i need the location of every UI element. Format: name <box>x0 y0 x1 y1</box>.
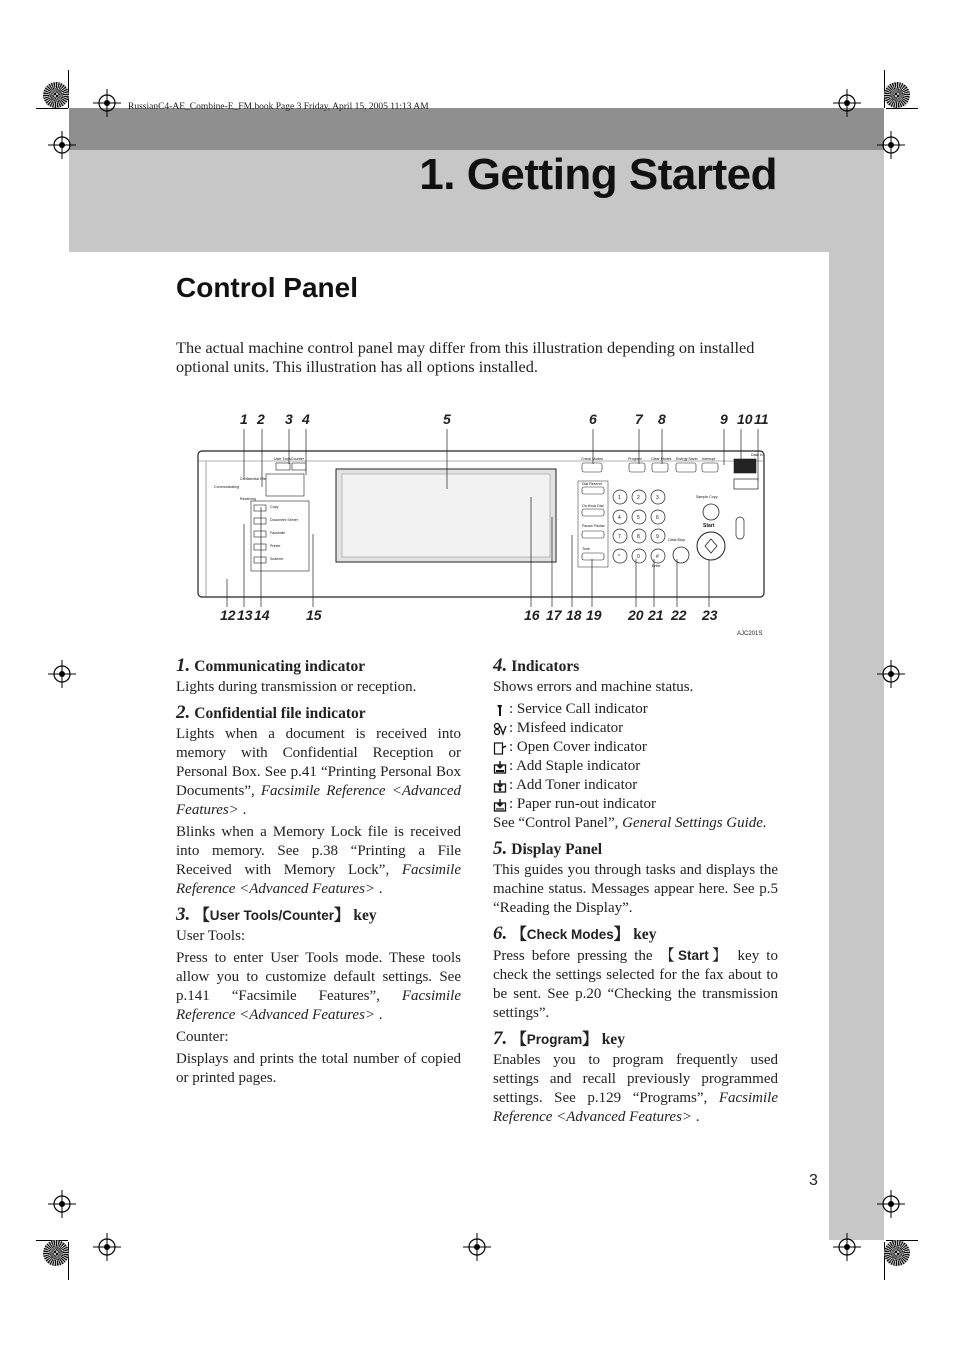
callout-18: 18 <box>566 607 582 623</box>
key-2: 2 <box>637 495 640 501</box>
callout-4: 4 <box>302 411 310 427</box>
data-in-label: Data In <box>751 453 763 457</box>
user-tools-label: User Tools <box>274 457 291 461</box>
check-modes-label: Check Modes <box>581 457 603 461</box>
indicator-add-staple: : Add Staple indicator <box>493 757 778 776</box>
mode-facsimile-label: Facsimile <box>270 531 286 535</box>
item-3-user-tools-text: Press to enter User Tools mode. These tools allow you to customize default settings. See p.141 “Facsimile Features”, Facsimile Reference <Advanced Features> . <box>176 950 461 1023</box>
open-cover-icon <box>493 741 507 755</box>
comm-label: Communicating <box>214 485 239 489</box>
color-rosette-icon <box>43 1240 69 1266</box>
callout-15: 15 <box>306 607 322 623</box>
mode-printer-label: Printer <box>270 544 281 548</box>
section-title: Control Panel <box>176 272 359 303</box>
color-rosette-icon <box>43 82 69 108</box>
confidential-label: Confidential File <box>240 477 266 481</box>
mode-document-server-label: Document Server <box>270 518 298 522</box>
figure-code: AJC201S <box>737 631 763 637</box>
callout-16: 16 <box>524 607 540 623</box>
registration-mark-icon <box>48 660 76 688</box>
item-7-heading: 7. 【Program】 key <box>493 1028 625 1049</box>
item-3-counter-text: Displays and prints the total number of copied or printed pages. <box>176 1051 461 1086</box>
mode-scanner-label: Scanner <box>270 557 284 561</box>
callout-8: 8 <box>658 411 666 427</box>
color-rosette-icon <box>884 82 910 108</box>
interrupt-label: Interrupt <box>702 457 716 461</box>
key-star: * <box>618 554 620 560</box>
callout-19: 19 <box>586 607 602 623</box>
callout-21: 21 <box>648 607 664 623</box>
registration-mark-icon <box>463 1233 491 1261</box>
start-label: Start <box>703 523 715 529</box>
item-3-counter-label: Counter: <box>176 1029 229 1045</box>
callout-5: 5 <box>443 411 451 427</box>
thumb-tab-band <box>829 250 884 1240</box>
registration-mark-icon <box>833 89 861 117</box>
indicator-open-cover: : Open Cover indicator <box>493 738 778 757</box>
callout-9: 9 <box>720 411 728 427</box>
on-hook-label: On Hook Dial <box>582 504 604 508</box>
paper-run-out-icon <box>493 798 507 812</box>
service-call-icon <box>493 703 507 717</box>
enter-label: Enter <box>652 564 661 568</box>
registration-mark-icon <box>877 1190 905 1218</box>
tone-label: Tone <box>582 547 590 551</box>
clear-modes-label: Clear Modes <box>651 457 672 461</box>
callout-3: 3 <box>285 411 293 427</box>
key-0: 0 <box>637 554 640 560</box>
receiving-label: Receiving <box>240 497 256 501</box>
page-number: 3 <box>809 1172 818 1189</box>
registration-mark-icon <box>877 660 905 688</box>
item-1-text: Lights during transmission or reception. <box>176 679 417 695</box>
key-4: 4 <box>618 515 621 521</box>
item-3-user-tools-label: User Tools: <box>176 928 246 944</box>
key-7: 7 <box>618 534 621 540</box>
callout-12: 12 <box>220 607 236 623</box>
item-2-heading: 2. Confidential file indicator <box>176 702 366 723</box>
indicator-paper-run-out: : Paper run-out indicator <box>493 795 778 814</box>
control-panel-illustration <box>196 407 774 647</box>
pause-label: Pause/ Redial <box>582 524 605 528</box>
callout-13: 13 <box>237 607 253 623</box>
key-6: 6 <box>656 515 659 521</box>
callout-2: 2 <box>257 411 265 427</box>
callout-10: 10 <box>737 411 753 427</box>
item-5-heading: 5. Display Panel <box>493 838 603 859</box>
item-3-heading: 3. 【User Tools/Counter】 key <box>176 904 377 925</box>
clear-stop-label: Clear/Stop <box>668 538 685 542</box>
color-rosette-icon <box>884 1240 910 1266</box>
key-1: 1 <box>618 495 621 501</box>
sample-copy-label: Sample Copy <box>696 495 718 499</box>
item-2-text-2: Blinks when a Memory Lock file is received into memory. See p.38 “Printing a File Received with Memory Lock”, Facsimile Reference <Advanced Features> . <box>176 824 461 897</box>
callout-17: 17 <box>546 607 562 623</box>
add-staple-icon <box>493 760 507 774</box>
intro-paragraph: The actual machine control panel may differ from this illustration depending on installed optional units. This illustration has all options installed. <box>176 338 755 376</box>
callout-7: 7 <box>635 411 643 427</box>
callout-14: 14 <box>254 607 270 623</box>
header-dark-strip <box>69 108 884 150</box>
program-label: Program <box>628 457 642 461</box>
key-5: 5 <box>637 515 640 521</box>
panel-text-labels <box>196 407 774 647</box>
key-8: 8 <box>637 534 640 540</box>
counter-label: Counter <box>291 457 304 461</box>
energy-saver-label: Energy Saver <box>676 457 698 461</box>
callout-20: 20 <box>628 607 644 623</box>
registration-mark-icon <box>48 1190 76 1218</box>
item-6-text: Press before pressing the 【Start】 key to check the settings selected for the fax about to be sent. See p.20 “Checking the transmission settings”. <box>493 948 778 1021</box>
callout-6: 6 <box>589 411 597 427</box>
item-4-intro: Shows errors and machine status. <box>493 679 694 695</box>
key-hash: # <box>656 554 659 560</box>
indicator-add-toner: : Add Toner indicator <box>493 776 778 795</box>
left-column <box>176 650 461 1091</box>
indicator-misfeed: : Misfeed indicator <box>493 719 778 738</box>
callout-22: 22 <box>671 607 687 623</box>
item-6-heading: 6. 【Check Modes】 key <box>493 923 657 944</box>
file-stamp: RussianC4-AE_Combine-E_FM.book Page 3 Friday, April 15, 2005 11:13 AM <box>128 102 429 112</box>
callout-23: 23 <box>702 607 718 623</box>
item-1-heading: 1. Communicating indicator <box>176 655 366 676</box>
registration-mark-icon <box>93 89 121 117</box>
item-2-text-1: Lights when a document is received into memory with Confidential Reception or Personal Box. See p.41 “Printing Personal Box Documents”, Facsimile Reference <Advanced Features> . <box>176 726 462 818</box>
key-3: 3 <box>656 495 659 501</box>
indicator-service-call: : Service Call indicator <box>493 700 778 719</box>
item-7-text: Enables you to program frequently used settings and recall previously programmed settings. See p.129 “Programs”, Facsimile Reference <Advanced Features> . <box>493 1052 778 1125</box>
key-9: 9 <box>656 534 659 540</box>
add-toner-icon <box>493 779 507 793</box>
registration-mark-icon <box>833 1233 861 1261</box>
item-5-text: This guides you through tasks and displays the machine status. Messages appear here. See p.5 “Reading the Display”. <box>493 862 778 916</box>
misfeed-icon <box>493 722 507 736</box>
callout-1: 1 <box>240 411 248 427</box>
callout-11: 11 <box>754 411 769 427</box>
registration-mark-icon <box>877 131 905 159</box>
dial-label: Dial Resend <box>582 482 602 486</box>
registration-mark-icon <box>93 1233 121 1261</box>
mode-copy-label: Copy <box>270 505 279 509</box>
chapter-title: 1. Getting Started <box>419 150 777 199</box>
item-4-heading: 4. Indicators <box>493 655 580 676</box>
right-column <box>493 650 778 1130</box>
item-4-see: See “Control Panel”, General Settings Guide. <box>493 815 767 831</box>
